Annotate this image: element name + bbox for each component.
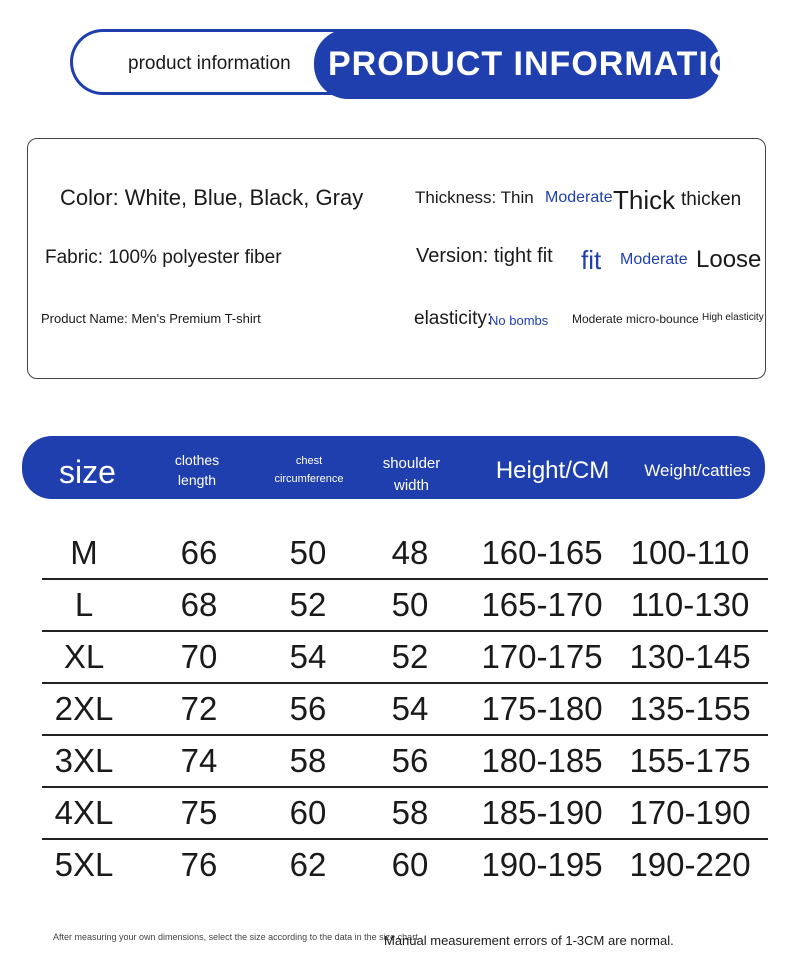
cell-clothes-length: 68	[180, 586, 218, 623]
product-name-line: Product Name: Men's Premium T-shirt	[41, 311, 261, 326]
cell-size: 2XL	[54, 690, 114, 727]
table-row	[42, 788, 768, 840]
cell-clothes-length: 74	[180, 742, 218, 779]
col-shoulder-2: width	[393, 477, 430, 494]
cell-weight: 130-145	[629, 638, 751, 675]
col-clothes-length-2: length	[177, 472, 217, 488]
table-row	[42, 528, 768, 580]
cell-weight: 155-175	[629, 742, 751, 779]
footer-note-left: After measuring your own dimensions, select the size according to the data in the size chart	[53, 932, 418, 942]
cell-chest: 50	[289, 534, 327, 571]
cell-shoulder: 60	[391, 846, 429, 883]
section-header	[70, 29, 762, 99]
cell-shoulder: 58	[391, 794, 429, 831]
cell-height: 165-170	[481, 586, 603, 623]
version-option-loose: Loose	[696, 246, 762, 273]
col-height: Height/CM	[495, 457, 610, 484]
cell-chest: 52	[289, 586, 327, 623]
cell-shoulder: 54	[391, 690, 429, 727]
cell-height: 170-175	[481, 638, 603, 675]
product-info-box	[27, 138, 766, 379]
table-row	[42, 684, 768, 736]
cell-shoulder: 48	[391, 534, 429, 571]
thickness-option-thicken: thicken	[681, 189, 742, 210]
header-small-label: product information	[128, 53, 291, 74]
cell-size: XL	[63, 638, 105, 675]
cell-height: 180-185	[481, 742, 603, 779]
col-chest-1: chest	[295, 455, 323, 467]
cell-chest: 56	[289, 690, 327, 727]
cell-weight: 100-110	[630, 534, 750, 571]
cell-weight: 110-130	[630, 586, 750, 623]
version-label: Version: tight fit	[416, 245, 553, 267]
color-line: Color: White, Blue, Black, Gray	[60, 185, 364, 210]
footer-note-right: Manual measurement errors of 1-3CM are normal.	[384, 933, 674, 948]
cell-height: 160-165	[481, 534, 603, 571]
col-size: size	[59, 454, 116, 490]
table-row	[42, 736, 768, 788]
elasticity-label: elasticity:	[414, 308, 493, 329]
col-weight: Weight/catties	[644, 461, 751, 480]
cell-chest: 62	[289, 846, 327, 883]
cell-size: M	[70, 534, 98, 571]
elasticity-option-moderate: Moderate micro-bounce	[572, 312, 699, 326]
elasticity-option-high: High elasticity	[702, 312, 764, 323]
cell-weight: 170-190	[629, 794, 751, 831]
cell-clothes-length: 70	[180, 638, 218, 675]
cell-chest: 60	[289, 794, 327, 831]
cell-clothes-length: 75	[180, 794, 218, 831]
thickness-label: Thickness: Thin	[415, 188, 534, 207]
cell-height: 185-190	[481, 794, 603, 831]
table-row	[42, 580, 768, 632]
table-row	[42, 632, 768, 684]
version-option-fit: fit	[581, 245, 602, 275]
header-big-label: PRODUCT INFORMATION	[328, 45, 762, 83]
cell-size: L	[74, 586, 94, 623]
col-clothes-length-1: clothes	[174, 452, 220, 468]
cell-height: 190-195	[481, 846, 603, 883]
cell-clothes-length: 72	[180, 690, 218, 727]
size-table-header	[22, 436, 765, 499]
cell-shoulder: 52	[391, 638, 429, 675]
cell-shoulder: 56	[391, 742, 429, 779]
cell-size: 3XL	[54, 742, 114, 779]
cell-chest: 58	[289, 742, 327, 779]
col-shoulder-1: shoulder	[382, 455, 441, 472]
cell-clothes-length: 66	[180, 534, 218, 571]
thickness-option-thick: Thick	[613, 185, 676, 215]
version-option-moderate: Moderate	[620, 251, 688, 268]
cell-weight: 135-155	[629, 690, 751, 727]
col-chest-2: circumference	[274, 473, 344, 485]
cell-chest: 54	[289, 638, 327, 675]
elasticity-option-no-bombs: No bombs	[489, 313, 549, 328]
cell-size: 4XL	[54, 794, 114, 831]
cell-weight: 190-220	[629, 846, 751, 883]
cell-clothes-length: 76	[180, 846, 218, 883]
thickness-option-moderate: Moderate	[545, 189, 613, 206]
fabric-line: Fabric: 100% polyester fiber	[45, 247, 282, 268]
cell-height: 175-180	[481, 690, 603, 727]
cell-size: 5XL	[54, 846, 114, 883]
cell-shoulder: 50	[391, 586, 429, 623]
table-row	[42, 840, 768, 892]
